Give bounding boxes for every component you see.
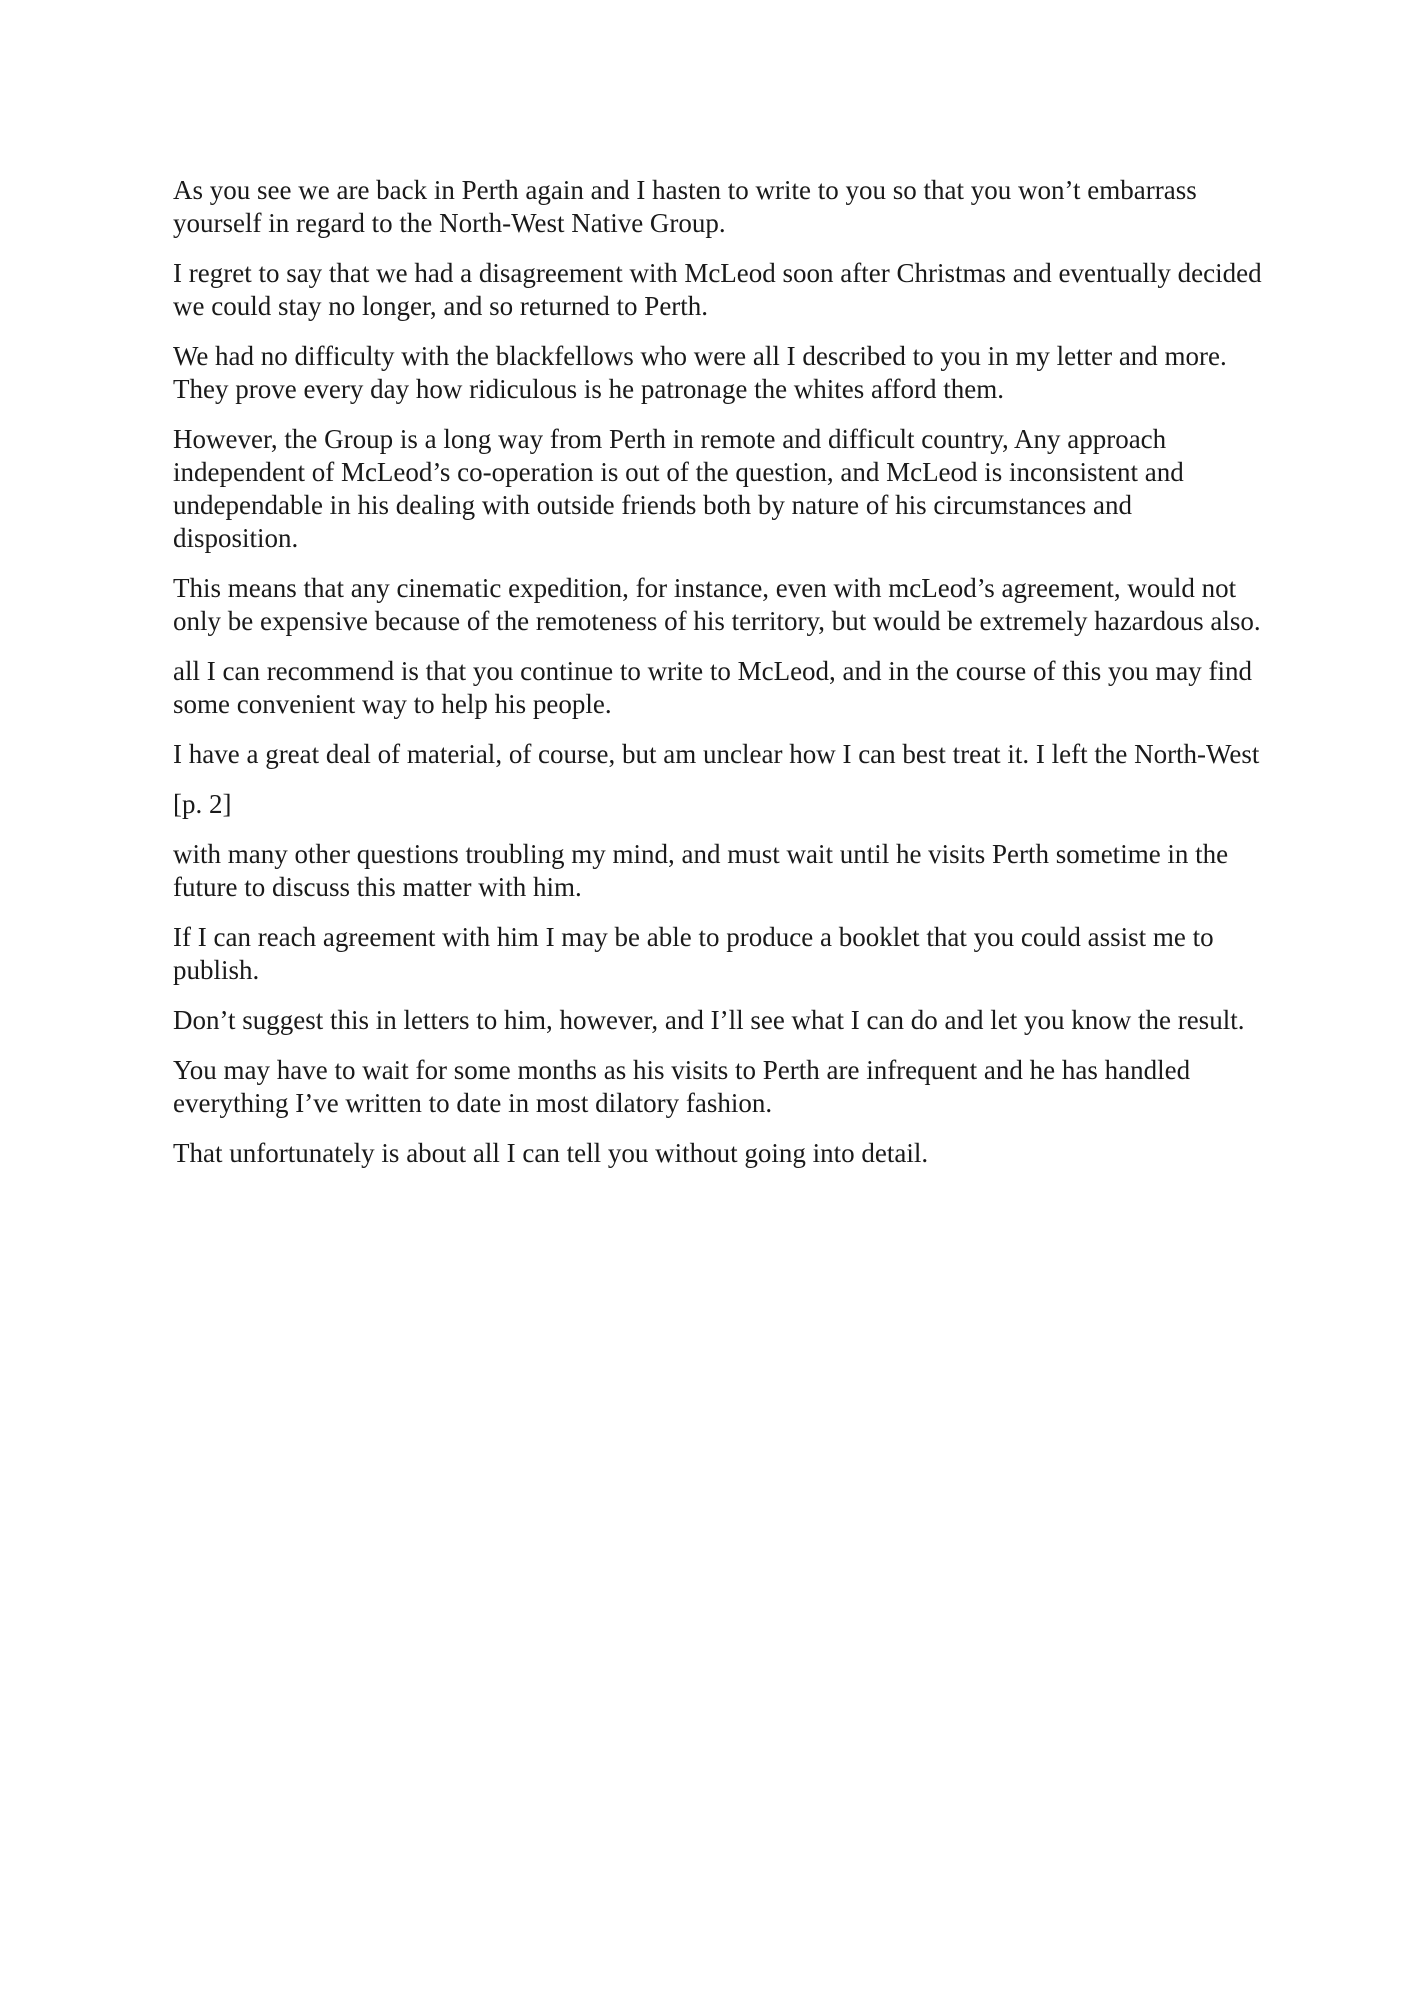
paragraph-10: Don’t suggest this in letters to him, however, and I’ll see what I can do and let you know the result. — [173, 1005, 1245, 1035]
paragraph-8: with many other questions troubling my mind, and must wait until he visits Perth sometime in the future to discuss this matter with him. — [173, 839, 1229, 902]
paragraph-6: all I can recommend is that you continue to write to McLeod, and in the course of this you may find some convenient way to help his people. — [173, 656, 1252, 719]
paragraph-7: I have a great deal of material, of course, but am unclear how I can best treat it. I left the North-West — [173, 739, 1260, 769]
paragraph-12: That unfortunately is about all I can tell you without going into detail. — [173, 1138, 929, 1168]
paragraph-11: You may have to wait for some months as his visits to Perth are infrequent and he has handled everything I’ve written to date in most dilatory fashion. — [173, 1055, 1191, 1118]
paragraph-4: However, the Group is a long way from Perth in remote and difficult country, Any approach independent of McLeod’s co-operation is out of the question, and McLeod is inconsistent and undependable in his dealing with outside friends both by nature of his circumstances and disposition. — [173, 424, 1184, 553]
paragraph-3: We had no difficulty with the blackfellows who were all I described to you in my letter and more. They prove every day how ridiculous is he patronage the whites afford them. — [173, 341, 1227, 404]
paragraph-9: If I can reach agreement with him I may be able to produce a booklet that you could assist me to publish. — [173, 922, 1214, 985]
page-marker: [p. 2] — [173, 789, 232, 819]
letter-body — [173, 174, 1263, 1187]
paragraph-2: I regret to say that we had a disagreement with McLeod soon after Christmas and eventually decided we could stay no longer, and so returned to Perth. — [173, 258, 1262, 321]
paragraph-1: As you see we are back in Perth again and I hasten to write to you so that you won’t embarrass yourself in regard to the North-West Native Group. — [173, 175, 1197, 238]
paragraph-5: This means that any cinematic expedition, for instance, even with mcLeod’s agreement, would not only be expensive because of the remoteness of his territory, but would be extremely hazardous also. — [173, 573, 1261, 636]
